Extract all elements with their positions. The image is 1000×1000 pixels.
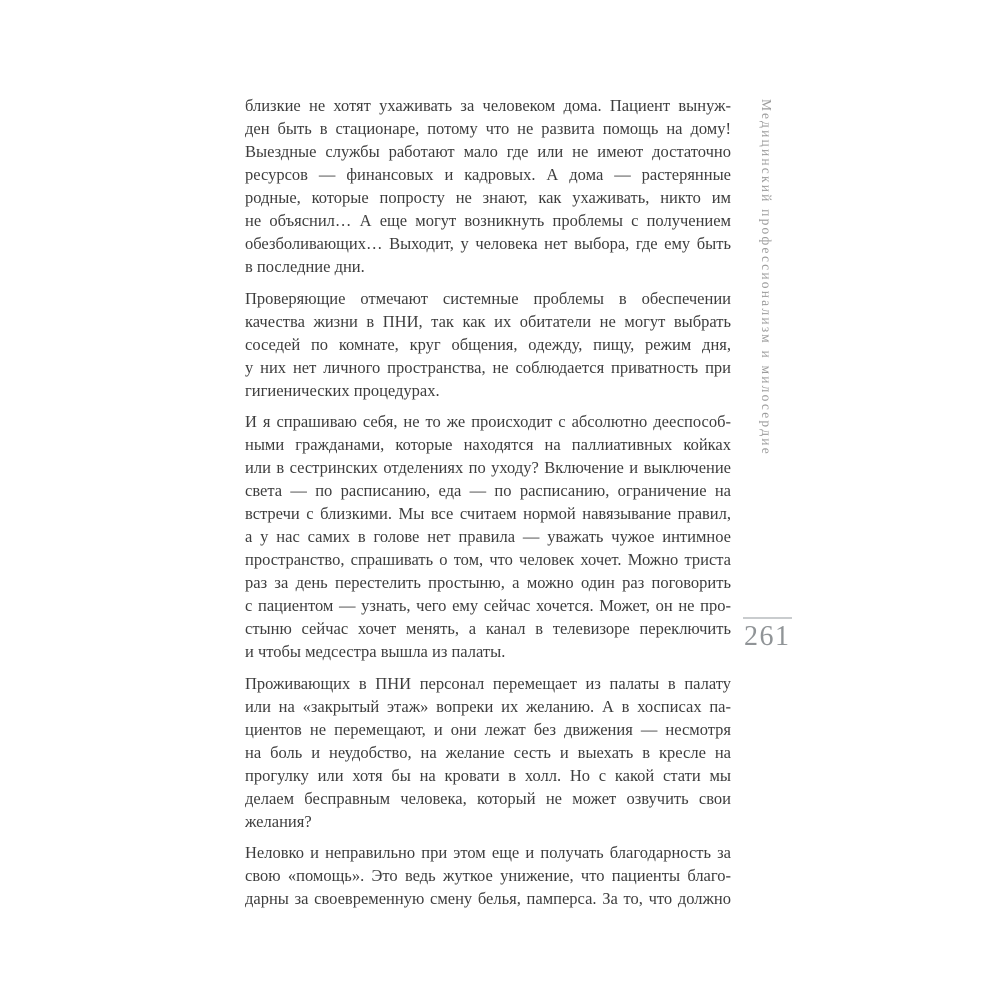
text-line: встречи с близкими. Мы все считаем нормой навязывание правил, (245, 504, 731, 523)
paragraph (245, 94, 731, 278)
text-line: или в сестринских отделениях по уходу? Включение и выключение (245, 458, 731, 477)
paragraph (245, 672, 731, 833)
text-line: дарны за своевременную смену белья, памперса. За то, что должно (245, 889, 731, 908)
text-line: на боль и неудобство, на желание сесть и выехать в кресле на (245, 742, 731, 762)
paragraph (245, 287, 731, 402)
text-line: циентов не перемещают, и они лежат без движения — несмотря (245, 719, 731, 739)
text-line: свою «помощь». Это ведь жуткое унижение, что пациенты благо- (245, 866, 731, 885)
text-line: стыню сейчас хочет менять, а канал в телевизоре переключить (245, 619, 731, 638)
text-line: раз за день перестелить простыню, а можно один раз поговорить (245, 573, 731, 592)
text-line: желания? (245, 811, 312, 831)
text-line: в последние дни. (245, 257, 365, 276)
page-number-rule (743, 617, 792, 619)
page-number-block (742, 617, 794, 652)
text-line: Проживающих в ПНИ персонал перемещает из палаты в палату (245, 673, 731, 693)
text-column (245, 94, 731, 919)
text-line: у них нет личного пространства, не соблюдается приватность при (245, 357, 731, 377)
text-line: соседей по комнате, круг общения, одежду, пищу, режим дня, (245, 334, 731, 354)
paragraph (245, 410, 731, 663)
text-line: гигиенических процедурах. (245, 380, 440, 400)
text-line: Проверяющие отмечают системные проблемы в обеспечении (245, 288, 731, 308)
text-line: родные, которые попросту не знают, как ухаживать, никто им (245, 188, 731, 207)
text-line: близкие не хотят ухаживать за человеком дома. Пациент вынуж- (245, 96, 731, 115)
paragraph (245, 841, 731, 910)
text-line: обезболивающих… Выходит, у человека нет выбора, где ему быть (245, 234, 731, 253)
text-line: делаем бесправным человека, который не может озвучить свои (245, 788, 731, 808)
text-line: а у нас самих в голове нет правила — уважать чужое интимное (245, 527, 731, 546)
text-line: ными гражданами, которые находятся на паллиативных койках (245, 435, 731, 454)
text-line: ден быть в стационаре, потому что не развита помощь на дому! (245, 119, 731, 138)
text-line: или на «закрытый этаж» вопреки их желанию. А в хосписах па- (245, 696, 731, 716)
text-line: Неловко и неправильно при этом еще и получать благодарность за (245, 843, 731, 862)
chapter-title-vertical: Медицинский профессионализм и милосердие (759, 99, 774, 456)
page-number: 261 (744, 621, 791, 652)
text-line: света — по расписанию, еда — по расписанию, ограничение на (245, 481, 731, 500)
text-line: не объяснил… А еще могут возникнуть проблемы с получением (245, 211, 731, 230)
text-line: прогулку или хотя бы на кровати в холл. Но с какой стати мы (245, 765, 731, 785)
text-line: Выездные службы работают мало где или не имеют достаточно (245, 142, 731, 161)
text-line: пространство, спрашивать о том, что человек хочет. Можно триста (245, 550, 731, 569)
text-line: с пациентом — узнать, чего ему сейчас хочется. Может, он не про- (245, 596, 731, 615)
text-line: ресурсов — финансовых и кадровых. А дома — растерянные (245, 165, 731, 184)
text-line: качества жизни в ПНИ, так как их обитатели не могут выбрать (245, 311, 731, 331)
text-line: И я спрашиваю себя, не то же происходит с абсолютно дееспособ- (245, 412, 731, 431)
text-line: и чтобы медсестра вышла из палаты. (245, 642, 506, 661)
